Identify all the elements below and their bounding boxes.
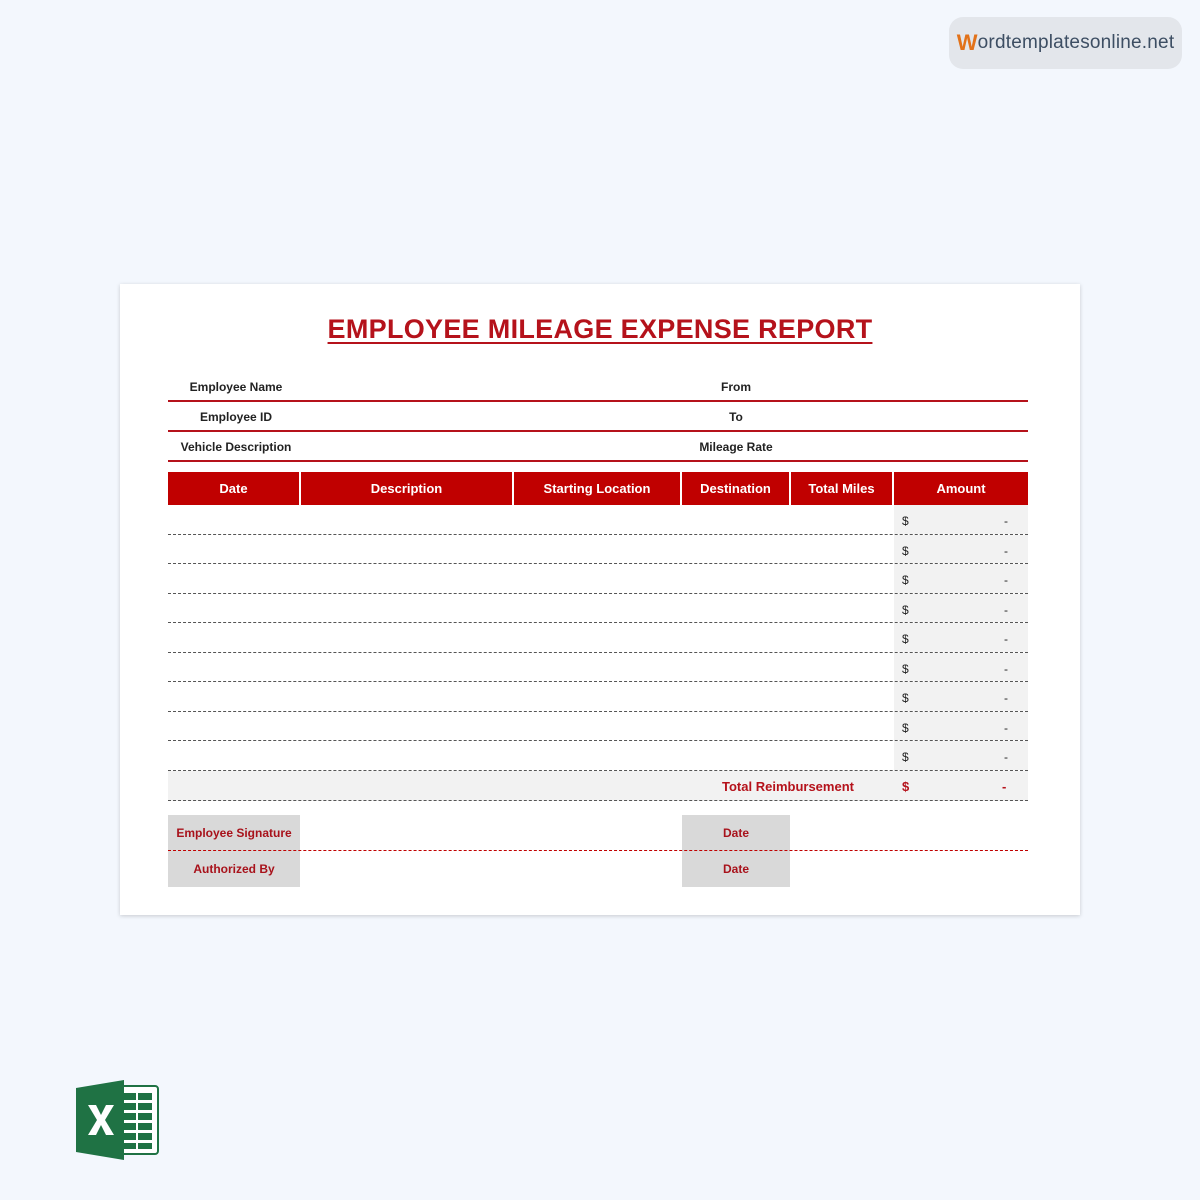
excel-icon <box>76 1078 160 1162</box>
info-row-employee-id <box>168 401 1028 432</box>
column-amount: Amount <box>894 472 1028 505</box>
amount-cell <box>894 653 1028 682</box>
table-row <box>168 741 1028 771</box>
amount-value: - <box>1004 632 1008 646</box>
amount-cell <box>894 682 1028 711</box>
currency-symbol: $ <box>902 691 909 705</box>
column-description: Description <box>301 472 514 505</box>
currency-symbol: $ <box>902 632 909 646</box>
currency-symbol: $ <box>902 661 909 676</box>
column-date: Date <box>168 472 301 505</box>
column-starting-location: Starting Location <box>514 472 682 505</box>
table-row <box>168 505 1028 535</box>
report-sheet <box>120 284 1080 915</box>
table-row <box>168 564 1028 594</box>
total-reimbursement-label: Total Reimbursement <box>722 778 854 794</box>
employee-name-label: Employee Name <box>189 380 283 394</box>
employee-signature-label: Employee Signature <box>168 815 300 851</box>
amount-value: - <box>1004 602 1008 617</box>
amount-cell <box>894 741 1028 770</box>
watermark-text: ordtemplatesonline.net <box>977 32 1175 53</box>
from-label: From <box>721 380 751 394</box>
table-row <box>168 653 1028 683</box>
currency-symbol: $ <box>902 573 909 587</box>
currency-symbol: $ <box>902 514 909 528</box>
to-label: To <box>729 410 743 424</box>
currency-symbol: $ <box>902 720 909 735</box>
date-label-1: Date <box>682 815 790 851</box>
amount-cell <box>894 594 1028 623</box>
amount-value: - <box>1004 543 1008 558</box>
mileage-rate-label: Mileage Rate <box>699 440 773 454</box>
total-currency-symbol: $ <box>902 778 910 794</box>
currency-symbol: $ <box>902 750 909 764</box>
date-label-2: Date <box>682 851 790 887</box>
total-amount-value: - <box>1002 778 1007 794</box>
amount-cell <box>894 712 1028 741</box>
report-title: EMPLOYEE MILEAGE EXPENSE REPORT <box>327 314 873 344</box>
table-row <box>168 712 1028 742</box>
table-row <box>168 594 1028 624</box>
amount-cell <box>894 535 1028 564</box>
amount-cell <box>894 564 1028 593</box>
column-total-miles: Total Miles <box>791 472 894 505</box>
watermark-logo <box>949 17 1182 69</box>
amount-value: - <box>1004 691 1008 705</box>
table-row <box>168 535 1028 565</box>
info-row-employee-name <box>168 371 1028 402</box>
employee-id-label: Employee ID <box>199 410 273 424</box>
table-row <box>168 682 1028 712</box>
amount-value: - <box>1004 661 1008 676</box>
table-header <box>168 472 1028 505</box>
total-row <box>168 771 1028 801</box>
amount-cell <box>894 505 1028 534</box>
watermark-initial: W <box>956 30 978 55</box>
amount-value: - <box>1004 514 1008 528</box>
info-row-vehicle <box>168 431 1028 462</box>
amount-value: - <box>1004 750 1008 764</box>
currency-symbol: $ <box>902 543 909 558</box>
amount-cell <box>894 623 1028 652</box>
table-body <box>168 505 1028 801</box>
amount-value: - <box>1004 720 1008 735</box>
amount-value: - <box>1004 573 1008 587</box>
vehicle-description-label: Vehicle Description <box>180 440 292 454</box>
authorized-by-label: Authorized By <box>168 851 300 887</box>
column-destination: Destination <box>682 472 791 505</box>
table-row <box>168 623 1028 653</box>
currency-symbol: $ <box>902 602 909 617</box>
